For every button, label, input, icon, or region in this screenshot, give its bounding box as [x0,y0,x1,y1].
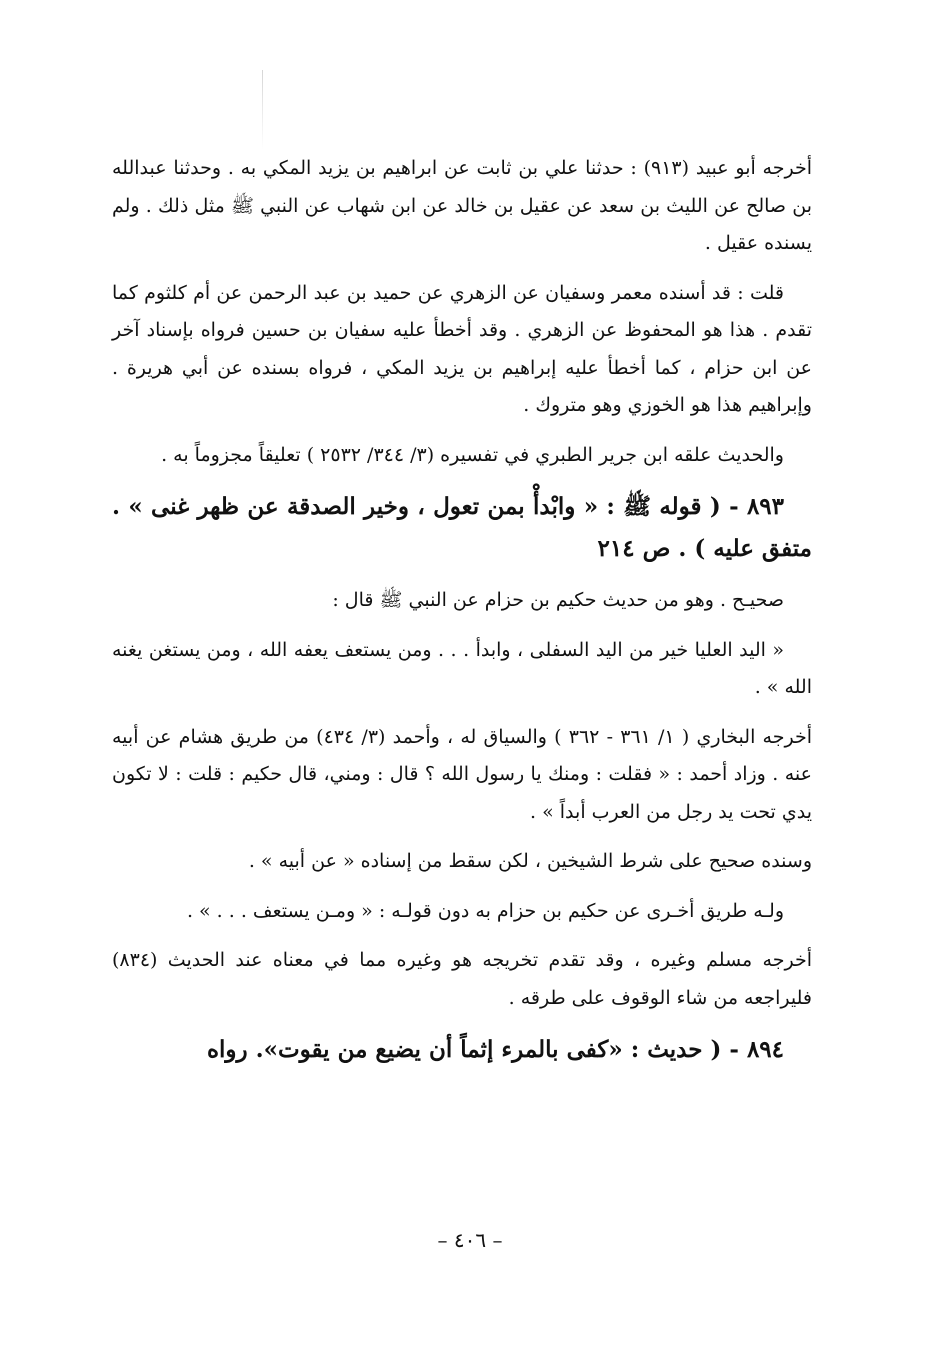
paragraph-muslim-takhrij: أخرجه مسلم وغيره ، وقد تقدم تخريجه هو وغيره مما في معناه عند الحديث (٨٣٤) فليراجعه من شاء الوقوف على طرقه . [112,949,812,1009]
paragraph-bukhari-takhrij: أخرجه البخاري ( ١/ ٣٦١ - ٣٦٢ ) والسياق له ، وأحمد (٣/ ٤٣٤) من طريق هشام عن أبيه عنه . وزاد أحمد : « فقلت : ومنك يا رسول الله ؟ قال : ومني، قال حكيم : قلت : لا تكون يدي تحت يد رجل من العرب أبداً » . [112,725,812,823]
paragraph-other-route: ولـه طريق أخـرى عن حكيم بن حزام به دون قولـه : « ومـن يستعف . . . » . [186,899,784,922]
paragraph-author-comment: قلت : قد أسنده معمر وسفيان عن الزهري عن حميد بن عبد الرحمن عن أم كلثوم كما تقدم . هذا هو المحفوظ عن الزهري . وقد أخطأ عليه سفيان بن حسين فرواه بإسناد آخر عن ابن حزام ، كما أخطأ عليه إبراهيم بن يزيد المكي ، فرواه بسنده عن أبي هريرة . وإبراهيم هذا هو الخوزي وهو متروك . [112,281,812,416]
paragraph-hadith-text: « اليد العليا خير من اليد السفلى ، وابدأ . . . ومن يستعف يعفه الله ، ومن يستغن يغنه الله » . [112,638,812,698]
page-body [112,150,812,1083]
paragraph-grading: صحيـح . وهو من حديث حكيم بن حزام عن النبي ﷺ قال : [332,589,784,611]
hadith-heading-894: ٨٩٤ - ( حديث : «كفى بالمرء إثماً أن يضيع من يقوت». رواه [206,1036,784,1063]
paragraph-tabari-reference: والحديث علقه ابن جرير الطبري في تفسيره (٣/ ٣٤٤/ ٢٥٣٢ ) تعليقاً مجزوماً به . [161,443,784,466]
paragraph-isnad-note: وسنده صحيح على شرط الشيخين ، لكن سقط من إسناده « عن أبيه » . [248,850,812,872]
paragraph-abu-ubaid-takhrij: أخرجه أبو عبيد (٩١٣) : حدثنا علي بن ثابت عن ابراهيم بن يزيد المكي به . وحدثنا عبدالله بن صالح عن الليث بن سعد عن عقيل بن خالد عن ابن شهاب عن النبي ﷺ مثل ذلك . ولم يسنده عقيل . [112,157,812,254]
page-number: – ٤٠٦ – [437,1228,503,1252]
hadith-heading-893: ٨٩٣ - ( قوله ﷺ : « وابْدأْ بمن تعول ، وخير الصدقة عن ظهر غنى » . متفق عليه ) . ص ٢١٤ [112,493,812,562]
page-fold-line [262,70,263,150]
